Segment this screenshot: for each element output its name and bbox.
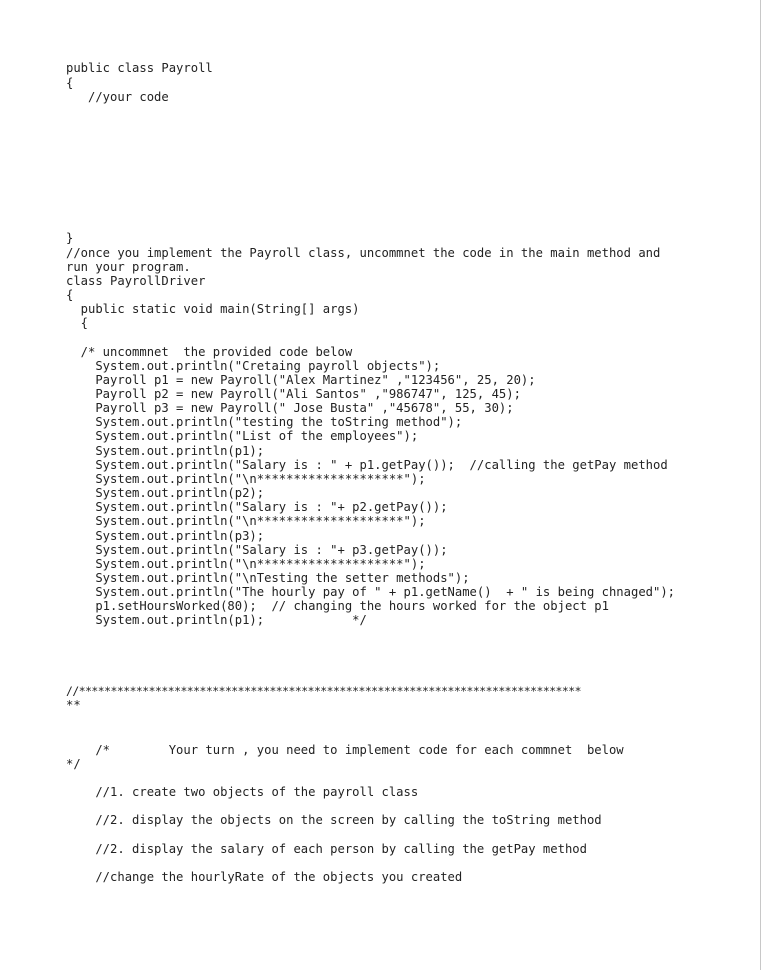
code-line-driver-open-brace: { — [66, 288, 74, 302]
page-edge — [760, 0, 761, 970]
code-line-main-decl: public static void main(String[] args) — [66, 302, 360, 316]
task-comment: //1. create two objects of the payroll class — [66, 785, 419, 799]
code-line: System.out.println("Salary is : "+ p2.getPay()); — [66, 500, 448, 514]
task-comment: //2. display the objects on the screen by calling the toString method — [66, 813, 602, 827]
code-line: System.out.println("\n********************"); — [66, 514, 426, 528]
task-comment: //change the hourlyRate of the objects you created — [66, 870, 463, 884]
code-line: Payroll p2 = new Payroll("Ali Santos" ,"986747", 125, 45); — [66, 387, 521, 401]
code-line-class-decl: public class Payroll — [66, 61, 213, 75]
instruction-comment-line-2: run your program. — [66, 260, 191, 274]
code-line: System.out.println("\nTesting the setter methods"); — [66, 571, 470, 585]
code-line: System.out.println(p3); — [66, 529, 265, 543]
code-line: System.out.println("\n********************"); — [66, 557, 426, 571]
separator-line-wrap: ** — [66, 698, 81, 712]
your-turn-comment: /* Your turn , you need to implement code for each commnet below — [66, 743, 624, 757]
code-line-your-code-comment: //your code — [66, 90, 169, 104]
block-comment-open: /* uncommnet the provided code below — [66, 345, 353, 359]
code-line: System.out.println("Cretaing payroll objects"); — [66, 359, 441, 373]
code-line: Payroll p3 = new Payroll(" Jose Busta" ,"45678", 55, 30); — [66, 401, 514, 415]
code-line: System.out.println(p2); — [66, 486, 265, 500]
separator-line: //******************************************************************************* — [66, 684, 581, 698]
task-comment: //2. display the salary of each person by calling the getPay method — [66, 842, 587, 856]
your-turn-comment-close: */ — [66, 757, 81, 771]
code-line-close-brace: } — [66, 231, 74, 245]
code-line: System.out.println("testing the toString method"); — [66, 415, 463, 429]
code-line: System.out.println("Salary is : " + p1.getPay()); //calling the getPay method — [66, 458, 668, 472]
code-line-open-brace: { — [66, 76, 74, 90]
code-line: System.out.println("The hourly pay of " + p1.getName() + " is being chnaged"); — [66, 585, 676, 599]
code-line-main-open-brace: { — [66, 316, 89, 330]
code-line: System.out.println("List of the employees"); — [66, 429, 419, 443]
code-line: p1.setHoursWorked(80); // changing the hours worked for the object p1 — [66, 599, 609, 613]
code-line: Payroll p1 = new Payroll("Alex Martinez" ,"123456", 25, 20); — [66, 373, 536, 387]
code-line-driver-decl: class PayrollDriver — [66, 274, 206, 288]
code-line: System.out.println(p1); — [66, 444, 265, 458]
code-line: System.out.println(p1); */ — [66, 613, 367, 627]
code-line: System.out.println("\n********************"); — [66, 472, 426, 486]
code-line: System.out.println("Salary is : "+ p3.getPay()); — [66, 543, 448, 557]
instruction-comment-line-1: //once you implement the Payroll class, uncommnet the code in the main method and — [66, 246, 661, 260]
